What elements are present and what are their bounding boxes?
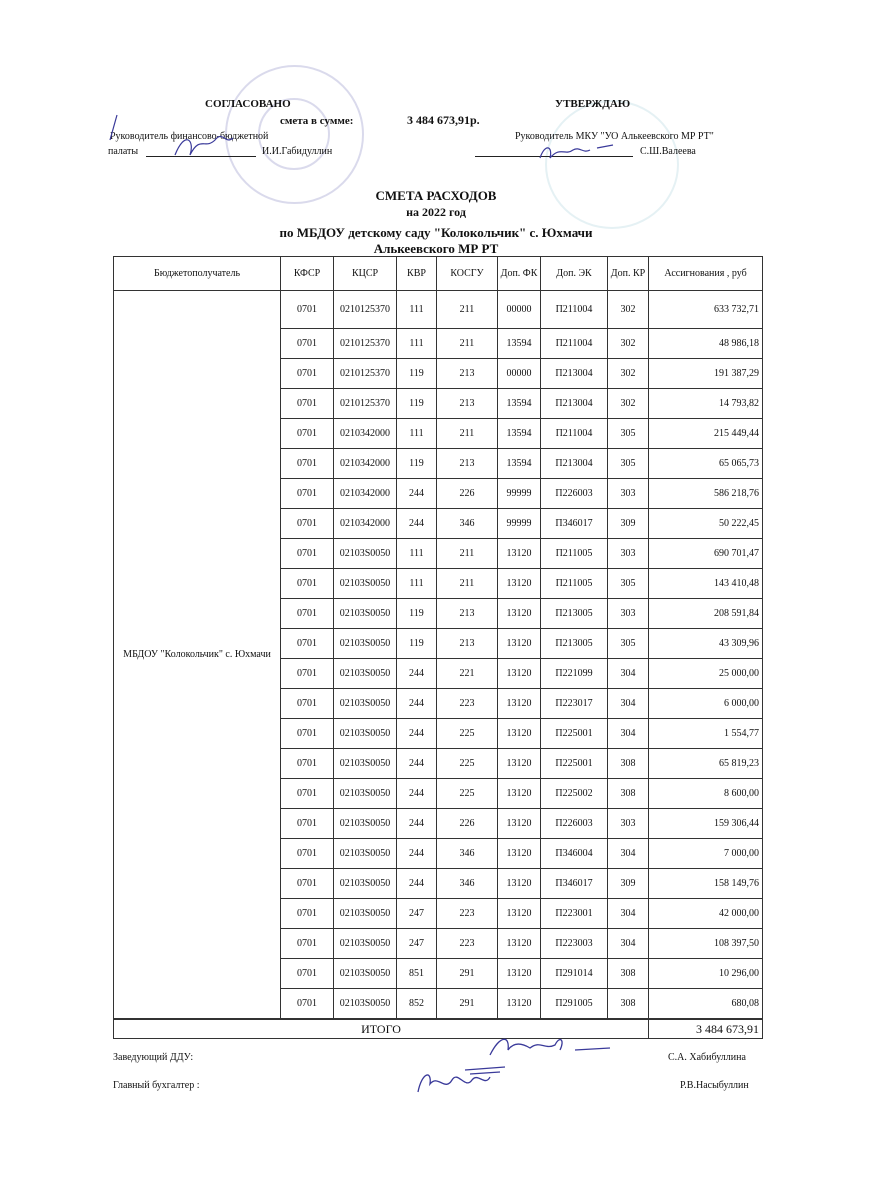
cell-dop-fk: 00000 [498,359,541,389]
cell-dop-ek: П211004 [541,419,608,449]
cell-kosgu: 213 [437,449,498,479]
cell-kcsr: 02103S0050 [334,779,397,809]
cell-dop-ek: П213004 [541,389,608,419]
cell-kfsr: 0701 [281,869,334,899]
cell-kcsr: 02103S0050 [334,719,397,749]
sum-value: 3 484 673,91р. [407,113,480,127]
approval-left-name: И.И.Габидуллин [262,146,333,157]
cell-dop-kr: 302 [608,389,649,419]
cell-allocation: 14 793,82 [649,389,763,419]
cell-kosgu: 211 [437,539,498,569]
head-label: Заведующий ДДУ: [113,1052,194,1063]
cell-kosgu: 226 [437,479,498,509]
cell-kcsr: 02103S0050 [334,929,397,959]
cell-dop-ek: П346017 [541,509,608,539]
cell-kvr: 111 [397,569,437,599]
cell-dop-kr: 309 [608,869,649,899]
cell-dop-ek: П291005 [541,989,608,1020]
cell-dop-kr: 304 [608,929,649,959]
signature-accountant-icon [410,1062,510,1100]
cell-kvr: 244 [397,479,437,509]
cell-kvr: 244 [397,809,437,839]
cell-kcsr: 0210342000 [334,509,397,539]
cell-kvr: 244 [397,659,437,689]
cell-kosgu: 213 [437,599,498,629]
cell-dop-fk: 13120 [498,929,541,959]
cell-dop-kr: 304 [608,659,649,689]
cell-kfsr: 0701 [281,329,334,359]
cell-dop-ek: П226003 [541,809,608,839]
cell-dop-fk: 13120 [498,599,541,629]
cell-dop-fk: 13120 [498,839,541,869]
cell-kvr: 119 [397,389,437,419]
cell-kfsr: 0701 [281,419,334,449]
cell-dop-fk: 13120 [498,989,541,1020]
cell-kcsr: 0210342000 [334,479,397,509]
total-value: 3 484 673,91 [649,1019,763,1039]
signature-head-icon [480,1030,620,1065]
cell-kvr: 244 [397,509,437,539]
cell-kcsr: 02103S0050 [334,839,397,869]
cell-kcsr: 0210125370 [334,359,397,389]
cell-dop-ek: П213004 [541,449,608,479]
cell-kosgu: 346 [437,839,498,869]
cell-kvr: 119 [397,449,437,479]
cell-dop-fk: 13120 [498,869,541,899]
cell-kfsr: 0701 [281,989,334,1020]
cell-allocation: 633 732,71 [649,291,763,329]
approval-left-heading: СОГЛАСОВАНО [205,98,291,110]
cell-dop-fk: 00000 [498,291,541,329]
cell-dop-ek: П226003 [541,479,608,509]
cell-dop-ek: П211004 [541,329,608,359]
cell-kvr: 119 [397,629,437,659]
cell-kosgu: 223 [437,899,498,929]
column-header-dop-ek: Доп. ЭК [541,257,608,291]
cell-dop-kr: 302 [608,329,649,359]
cell-kosgu: 225 [437,749,498,779]
total-label: ИТОГО [114,1019,649,1039]
cell-dop-fk: 13120 [498,659,541,689]
cell-allocation: 25 000,00 [649,659,763,689]
cell-kosgu: 223 [437,689,498,719]
column-header-kosgu: КОСГУ [437,257,498,291]
cell-allocation: 159 306,44 [649,809,763,839]
cell-allocation: 50 222,45 [649,509,763,539]
cell-allocation: 108 397,50 [649,929,763,959]
cell-kosgu: 226 [437,809,498,839]
approval-right-name: С.Ш.Валеева [640,146,696,157]
cell-dop-ek: П223001 [541,899,608,929]
cell-kfsr: 0701 [281,899,334,929]
cell-kvr: 119 [397,599,437,629]
cell-allocation: 680,08 [649,989,763,1020]
cell-dop-kr: 308 [608,989,649,1020]
cell-kfsr: 0701 [281,479,334,509]
cell-dop-fk: 13120 [498,809,541,839]
cell-dop-kr: 303 [608,539,649,569]
cell-allocation: 208 591,84 [649,599,763,629]
cell-kfsr: 0701 [281,359,334,389]
cell-dop-fk: 13120 [498,779,541,809]
cell-kvr: 111 [397,329,437,359]
cell-kcsr: 0210125370 [334,389,397,419]
cell-kosgu: 346 [437,869,498,899]
cell-allocation: 8 600,00 [649,779,763,809]
cell-kcsr: 02103S0050 [334,599,397,629]
cell-allocation: 191 387,29 [649,359,763,389]
document-subject: по МБДОУ детскому саду "Колокольчик" с. Юхмачи [279,225,593,240]
column-header-kcsr: КЦСР [334,257,397,291]
cell-allocation: 65 819,23 [649,749,763,779]
head-name: С.А. Хабибуллина [668,1052,746,1063]
cell-kfsr: 0701 [281,959,334,989]
cell-kcsr: 02103S0050 [334,869,397,899]
cell-dop-ek: П211005 [541,569,608,599]
cell-kosgu: 221 [437,659,498,689]
cell-kfsr: 0701 [281,689,334,719]
cell-dop-fk: 13120 [498,749,541,779]
cell-dop-fk: 13594 [498,329,541,359]
cell-kfsr: 0701 [281,659,334,689]
cell-dop-fk: 13594 [498,419,541,449]
approval-right-position: Руководитель МКУ "УО Алькеевского МР РТ" [515,131,714,142]
cell-kvr: 111 [397,291,437,329]
cell-dop-fk: 13120 [498,539,541,569]
cell-dop-fk: 13120 [498,959,541,989]
expense-table [113,256,763,1039]
cell-kcsr: 02103S0050 [334,689,397,719]
cell-dop-ek: П223003 [541,929,608,959]
cell-kosgu: 291 [437,989,498,1020]
cell-kfsr: 0701 [281,929,334,959]
cell-allocation: 42 000,00 [649,899,763,929]
signature-left-icon [105,110,245,165]
cell-allocation: 10 296,00 [649,959,763,989]
cell-dop-kr: 304 [608,689,649,719]
cell-allocation: 690 701,47 [649,539,763,569]
cell-dop-fk: 13120 [498,719,541,749]
approval-right-heading: УТВЕРЖДАЮ [555,98,631,110]
cell-dop-ek: П225001 [541,719,608,749]
cell-kvr: 111 [397,539,437,569]
cell-dop-fk: 13594 [498,389,541,419]
cell-kosgu: 213 [437,359,498,389]
cell-kcsr: 0210125370 [334,329,397,359]
cell-kcsr: 0210342000 [334,419,397,449]
cell-allocation: 158 149,76 [649,869,763,899]
cell-kfsr: 0701 [281,839,334,869]
cell-dop-ek: П346017 [541,869,608,899]
cell-dop-fk: 13120 [498,629,541,659]
column-header-kfsr: КФСР [281,257,334,291]
cell-dop-ek: П213004 [541,359,608,389]
document-region: Алькеевского МР РТ [373,241,499,256]
cell-allocation: 143 410,48 [649,569,763,599]
cell-kfsr: 0701 [281,449,334,479]
column-header-recipient: Бюджетополучатель [114,257,281,291]
cell-dop-kr: 304 [608,839,649,869]
column-header-dop-kr: Доп. КР [608,257,649,291]
column-header-allocation: Ассигнования , руб [649,257,763,291]
cell-kvr: 851 [397,959,437,989]
cell-kvr: 244 [397,779,437,809]
cell-dop-fk: 99999 [498,479,541,509]
cell-kcsr: 02103S0050 [334,809,397,839]
table-row [114,291,763,329]
cell-kfsr: 0701 [281,629,334,659]
cell-dop-ek: П225001 [541,749,608,779]
cell-dop-kr: 302 [608,359,649,389]
cell-kfsr: 0701 [281,719,334,749]
cell-dop-kr: 305 [608,449,649,479]
cell-dop-ek: П211004 [541,291,608,329]
cell-kcsr: 02103S0050 [334,569,397,599]
cell-kvr: 247 [397,929,437,959]
cell-dop-kr: 305 [608,569,649,599]
cell-kosgu: 346 [437,509,498,539]
cell-kosgu: 211 [437,329,498,359]
cell-kcsr: 02103S0050 [334,749,397,779]
table-header-row [114,257,763,291]
sum-label: смета в сумме: [280,115,354,127]
cell-kcsr: 02103S0050 [334,899,397,929]
cell-allocation: 65 065,73 [649,449,763,479]
accountant-label: Главный бухгалтер : [113,1080,200,1091]
cell-kfsr: 0701 [281,809,334,839]
cell-kfsr: 0701 [281,291,334,329]
approval-left-position: Руководитель финансово-бюджетной [110,131,269,142]
cell-kosgu: 291 [437,959,498,989]
recipient-cell: МБДОУ "Колокольчик" с. Юхмачи [114,291,281,1020]
cell-dop-kr: 303 [608,479,649,509]
cell-allocation: 48 986,18 [649,329,763,359]
cell-allocation: 6 000,00 [649,689,763,719]
cell-dop-fk: 99999 [498,509,541,539]
cell-kosgu: 213 [437,629,498,659]
cell-dop-kr: 303 [608,809,649,839]
cell-dop-kr: 308 [608,959,649,989]
cell-kcsr: 02103S0050 [334,659,397,689]
cell-dop-ek: П211005 [541,539,608,569]
cell-kvr: 852 [397,989,437,1020]
cell-dop-fk: 13120 [498,689,541,719]
cell-kvr: 244 [397,689,437,719]
cell-kcsr: 02103S0050 [334,539,397,569]
cell-kvr: 111 [397,419,437,449]
cell-dop-ek: П213005 [541,629,608,659]
cell-kcsr: 02103S0050 [334,629,397,659]
cell-allocation: 7 000,00 [649,839,763,869]
cell-kfsr: 0701 [281,539,334,569]
cell-dop-ek: П213005 [541,599,608,629]
column-header-dop-fk: Доп. ФК [498,257,541,291]
cell-dop-kr: 308 [608,779,649,809]
cell-dop-fk: 13120 [498,569,541,599]
cell-dop-kr: 305 [608,419,649,449]
cell-kfsr: 0701 [281,779,334,809]
cell-kvr: 244 [397,749,437,779]
cell-dop-kr: 302 [608,291,649,329]
cell-kvr: 244 [397,869,437,899]
cell-allocation: 1 554,77 [649,719,763,749]
cell-kvr: 244 [397,839,437,869]
cell-kfsr: 0701 [281,569,334,599]
cell-allocation: 586 218,76 [649,479,763,509]
approval-left-position-2: палаты [108,146,139,157]
cell-dop-kr: 308 [608,749,649,779]
cell-kvr: 247 [397,899,437,929]
cell-kosgu: 211 [437,569,498,599]
cell-kosgu: 211 [437,291,498,329]
total-row [114,1019,763,1039]
document-title: СМЕТА РАСХОДОВ [375,188,497,203]
cell-dop-ek: П346004 [541,839,608,869]
cell-dop-kr: 305 [608,629,649,659]
cell-kvr: 119 [397,359,437,389]
cell-kcsr: 02103S0050 [334,959,397,989]
cell-kosgu: 211 [437,419,498,449]
signature-right-icon [535,138,625,163]
cell-dop-kr: 304 [608,899,649,929]
cell-dop-fk: 13594 [498,449,541,479]
cell-kosgu: 225 [437,779,498,809]
cell-kfsr: 0701 [281,749,334,779]
cell-kosgu: 223 [437,929,498,959]
cell-dop-fk: 13120 [498,899,541,929]
cell-dop-kr: 309 [608,509,649,539]
cell-kfsr: 0701 [281,599,334,629]
cell-kfsr: 0701 [281,509,334,539]
column-header-kvr: КВР [397,257,437,291]
cell-kfsr: 0701 [281,389,334,419]
cell-kvr: 244 [397,719,437,749]
cell-allocation: 43 309,96 [649,629,763,659]
cell-dop-ek: П223017 [541,689,608,719]
accountant-name: Р.В.Насыбуллин [680,1080,749,1091]
cell-dop-ek: П291014 [541,959,608,989]
cell-dop-ek: П221099 [541,659,608,689]
document-year: на 2022 год [406,205,466,219]
cell-dop-kr: 303 [608,599,649,629]
cell-kosgu: 225 [437,719,498,749]
cell-kcsr: 02103S0050 [334,989,397,1020]
cell-kosgu: 213 [437,389,498,419]
cell-dop-kr: 304 [608,719,649,749]
cell-kcsr: 0210342000 [334,449,397,479]
cell-allocation: 215 449,44 [649,419,763,449]
cell-kcsr: 0210125370 [334,291,397,329]
cell-dop-ek: П225002 [541,779,608,809]
